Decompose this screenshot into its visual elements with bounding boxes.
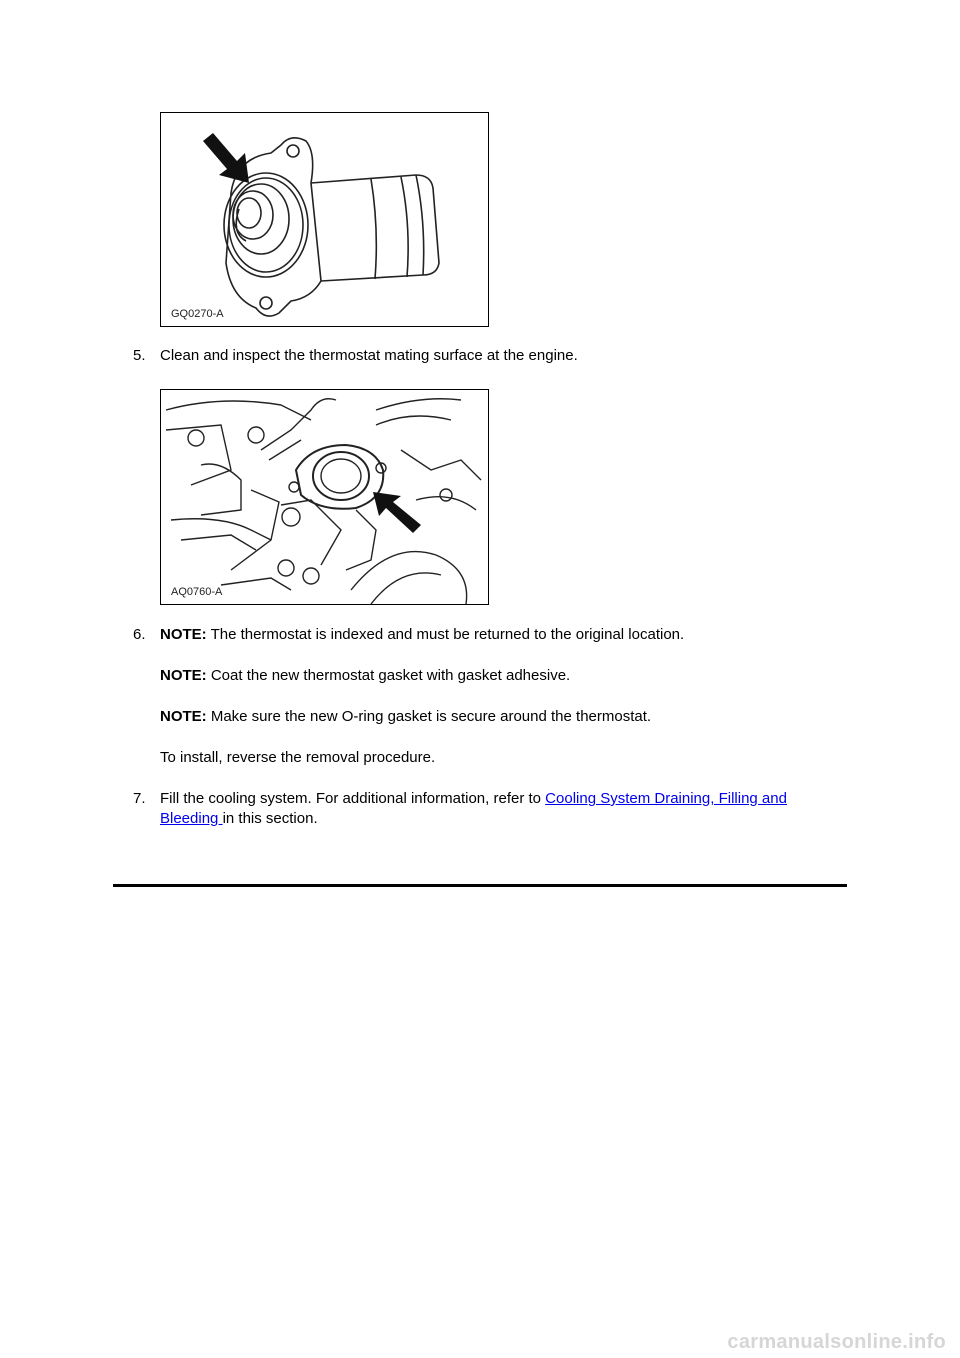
note-text: Coat the new thermostat gasket with gasket adhesive. <box>206 667 571 684</box>
note-label: NOTE: <box>160 667 207 684</box>
indicator-arrow-icon <box>203 133 249 183</box>
indicator-arrow-icon <box>373 492 421 533</box>
note-text: Make sure the new O-ring gasket is secure around the thermostat. <box>206 708 652 725</box>
thermostat-housing-figure <box>160 112 489 327</box>
step-text-after: in this section. <box>222 810 318 827</box>
note-label: NOTE: <box>160 626 207 643</box>
note-1 <box>160 625 850 645</box>
step-text: Clean and inspect the thermostat mating surface at the engine. <box>160 347 578 364</box>
cooling-system-link-continued[interactable]: Bleeding <box>160 810 223 827</box>
step-text-before: Fill the cooling system. For additional information, refer to <box>160 790 546 807</box>
note-2 <box>160 666 850 686</box>
note-label: NOTE: <box>160 708 207 725</box>
step-number: 6. <box>133 626 146 643</box>
step-number: 7. <box>133 790 146 807</box>
watermark: carmanualsonline.info <box>727 1331 946 1353</box>
thermostat-housing-illustration <box>161 113 488 326</box>
note-text: The thermostat is indexed and must be returned to the original location. <box>206 626 685 643</box>
step-text: To install, reverse the removal procedure. <box>160 749 436 766</box>
section-divider <box>113 884 847 887</box>
cooling-system-link[interactable]: Cooling System Draining, Filling and <box>545 790 787 807</box>
note-3 <box>160 707 850 727</box>
step-6 <box>0 625 960 775</box>
step-number: 5. <box>133 347 146 364</box>
figure-label: AQ0760-A <box>171 586 223 598</box>
step-text <box>160 789 850 829</box>
engine-mating-surface-illustration <box>161 390 488 604</box>
engine-mating-surface-figure <box>160 389 489 605</box>
figure-label: GQ0270-A <box>171 308 224 320</box>
